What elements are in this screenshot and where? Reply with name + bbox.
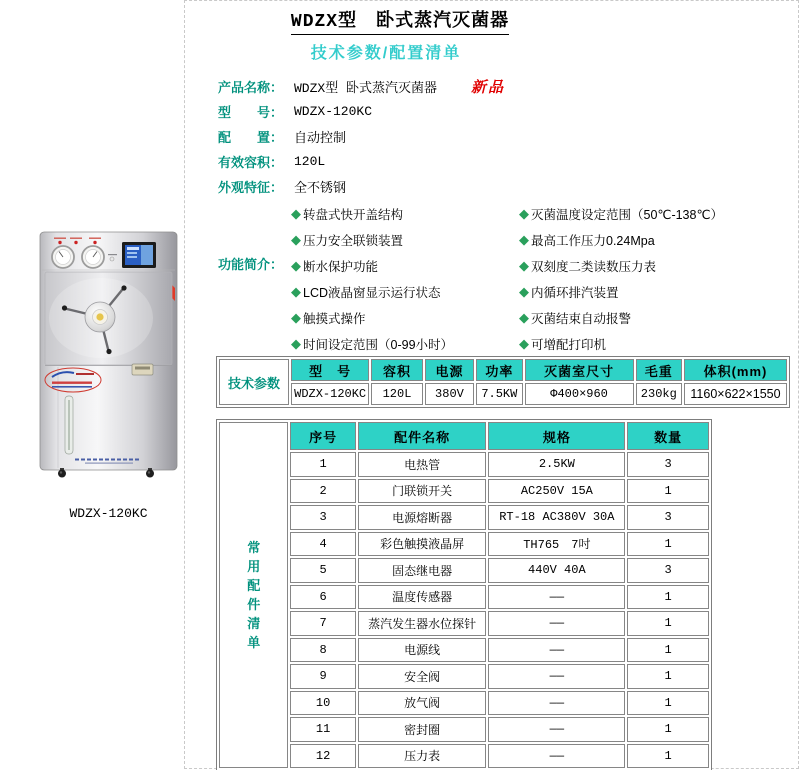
product-info-label: 产品名称： <box>218 80 284 95</box>
parts-cell: 蒸汽发生器水位探针 <box>358 611 487 636</box>
new-product-badge: 新品 <box>471 80 506 96</box>
spec-header-cell: 功率 <box>476 359 522 381</box>
diamond-bullet-icon: ◆ <box>519 206 529 221</box>
parts-row <box>219 505 709 530</box>
spec-value-cell: 120L <box>371 383 422 405</box>
parts-table <box>216 419 712 770</box>
diamond-bullet-icon: ◆ <box>291 232 301 247</box>
product-info-row <box>218 149 505 174</box>
feature-text: 灭菌结束自动报警 <box>531 312 632 326</box>
product-info-value: 全不锈钢 <box>294 181 347 196</box>
feature-text: 触摸式操作 <box>303 312 366 326</box>
sterilizer-illustration <box>36 230 181 478</box>
diamond-bullet-icon: ◆ <box>519 284 529 299</box>
parts-cell: 1 <box>627 532 709 557</box>
parts-cell: TH765 7吋 <box>488 532 625 557</box>
parts-row <box>219 558 709 583</box>
diamond-bullet-icon: ◆ <box>291 206 301 221</box>
parts-header-name: 配件名称 <box>358 422 487 450</box>
parts-header-index: 序号 <box>290 422 355 450</box>
parts-cell: 电热管 <box>358 452 487 477</box>
parts-cell: —— <box>488 585 625 610</box>
parts-cell: 2.5KW <box>488 452 625 477</box>
feature-text: 灭菌温度设定范围（50℃-138℃） <box>531 208 723 222</box>
recorder-slot <box>132 364 153 375</box>
parts-cell: 1 <box>627 585 709 610</box>
parts-cell: RT-18 AC380V 30A <box>488 505 625 530</box>
diamond-bullet-icon: ◆ <box>519 336 529 351</box>
product-model-caption: WDZX-120KC <box>69 506 148 521</box>
feature-item <box>291 279 453 305</box>
product-info-row <box>218 99 505 124</box>
parts-cell: 彩色触摸液晶屏 <box>358 532 487 557</box>
product-info-label: 型 号： <box>218 105 284 120</box>
parts-header-spec: 规格 <box>488 422 625 450</box>
parts-cell: —— <box>488 744 625 769</box>
product-info-value: WDZX-120KC <box>294 104 373 119</box>
features-col-left <box>291 201 453 357</box>
feature-item <box>519 227 723 253</box>
parts-cell: 12 <box>290 744 355 769</box>
parts-cell: 440V 40A <box>488 558 625 583</box>
parts-cell: 电源熔断器 <box>358 505 487 530</box>
lcd-screen <box>122 242 156 268</box>
parts-cell: 4 <box>290 532 355 557</box>
product-photo <box>36 230 181 478</box>
page-subtitle: 技术参数/配置清单 <box>310 45 462 62</box>
spec-table-label: 技术参数 <box>219 359 289 405</box>
parts-row <box>219 691 709 716</box>
diamond-bullet-icon: ◆ <box>519 232 529 247</box>
parts-row <box>219 744 709 769</box>
parts-cell: 1 <box>627 638 709 663</box>
parts-cell: —— <box>488 717 625 742</box>
product-info-value: 自动控制 <box>294 131 347 146</box>
parts-cell: 5 <box>290 558 355 583</box>
feature-text: 转盘式快开盖结构 <box>303 208 404 222</box>
parts-cell: 10 <box>290 691 355 716</box>
parts-label-char: 单 <box>247 635 261 650</box>
feature-text: 内循环排汽装置 <box>531 286 619 300</box>
parts-cell: 1 <box>627 744 709 769</box>
parts-header-row <box>219 422 709 450</box>
parts-cell: 1 <box>627 664 709 689</box>
product-info-label: 配 置： <box>218 130 284 145</box>
parts-cell: 1 <box>627 611 709 636</box>
spec-value-cell: 7.5KW <box>476 383 522 405</box>
feature-item <box>291 201 453 227</box>
product-info-label: 有效容积： <box>218 155 284 170</box>
parts-label-char: 清 <box>247 616 261 631</box>
feature-item <box>519 253 723 279</box>
diamond-bullet-icon: ◆ <box>291 258 301 273</box>
parts-cell: 1 <box>627 717 709 742</box>
parts-cell: 密封圈 <box>358 717 487 742</box>
diamond-bullet-icon: ◆ <box>291 310 301 325</box>
feature-text: 可增配打印机 <box>531 338 607 352</box>
features-label: 功能简介： <box>218 257 284 272</box>
spec-value-cell: 230kg <box>636 383 682 405</box>
feature-item <box>519 279 723 305</box>
parts-row <box>219 479 709 504</box>
features-col-right <box>519 201 723 357</box>
spec-value-cell: 1160×622×1550 <box>684 383 787 405</box>
parts-cell: 3 <box>627 452 709 477</box>
parts-row <box>219 532 709 557</box>
feature-text: LCD液晶窗显示运行状态 <box>303 286 441 300</box>
spec-header-cell: 型 号 <box>291 359 369 381</box>
pressure-gauge-icon <box>52 246 74 268</box>
feature-item <box>519 305 723 331</box>
parts-cell: 门联锁开关 <box>358 479 487 504</box>
parts-header-qty: 数量 <box>627 422 709 450</box>
parts-table-label <box>219 422 288 768</box>
parts-cell: 9 <box>290 664 355 689</box>
parts-cell: 3 <box>290 505 355 530</box>
parts-cell: 1 <box>627 691 709 716</box>
spec-header-row <box>219 359 787 381</box>
feature-text: 压力安全联锁装置 <box>303 234 404 248</box>
parts-row <box>219 717 709 742</box>
parts-cell: 温度传感器 <box>358 585 487 610</box>
feature-text: 最高工作压力0.24Mpa <box>531 234 655 248</box>
parts-cell: 6 <box>290 585 355 610</box>
parts-cell: 压力表 <box>358 744 487 769</box>
parts-row <box>219 611 709 636</box>
spec-value-cell: WDZX-120KC <box>291 383 369 405</box>
feature-item <box>291 331 453 357</box>
spec-header-cell: 体积(mm) <box>684 359 787 381</box>
feature-item <box>519 331 723 357</box>
feature-item <box>519 201 723 227</box>
feature-text: 时间设定范围（0-99小时） <box>303 338 454 352</box>
parts-cell: 7 <box>290 611 355 636</box>
product-info-label: 外观特征： <box>218 180 284 195</box>
parts-label-char: 件 <box>247 597 261 612</box>
parts-cell: 放气阀 <box>358 691 487 716</box>
diamond-bullet-icon: ◆ <box>519 310 529 325</box>
spec-value-cell: Φ400×960 <box>525 383 634 405</box>
parts-row <box>219 585 709 610</box>
parts-cell: —— <box>488 611 625 636</box>
parts-row <box>219 638 709 663</box>
parts-label-char: 用 <box>247 559 261 574</box>
parts-cell: 安全阀 <box>358 664 487 689</box>
parts-row <box>219 452 709 477</box>
parts-cell: —— <box>488 638 625 663</box>
parts-label-char: 配 <box>247 578 261 593</box>
diamond-bullet-icon: ◆ <box>291 336 301 351</box>
feature-item <box>291 253 453 279</box>
spec-value-cell: 380V <box>425 383 474 405</box>
parts-cell: 3 <box>627 505 709 530</box>
parts-cell: 1 <box>627 479 709 504</box>
spec-header-cell: 灭菌室尺寸 <box>525 359 634 381</box>
pressure-gauge-icon <box>82 246 104 268</box>
product-info-value: 120L <box>294 154 326 169</box>
spec-header-cell: 容积 <box>371 359 422 381</box>
product-info-row <box>218 74 505 99</box>
page-title-text: WDZX型 卧式蒸汽灭菌器 <box>291 6 509 35</box>
parts-row <box>219 664 709 689</box>
product-info-value: WDZX型 卧式蒸汽灭菌器 <box>294 81 438 96</box>
parts-label-char: 常 <box>247 540 261 555</box>
parts-cell: —— <box>488 664 625 689</box>
product-info-row <box>218 124 505 149</box>
water-level-gauge <box>65 396 73 454</box>
spec-header-cell: 电源 <box>425 359 474 381</box>
parts-cell: —— <box>488 691 625 716</box>
product-info <box>218 74 505 199</box>
parts-cell: 3 <box>627 558 709 583</box>
parts-cell: 1 <box>290 452 355 477</box>
parts-cell: 2 <box>290 479 355 504</box>
spec-value-row <box>219 383 787 405</box>
diamond-bullet-icon: ◆ <box>291 284 301 299</box>
parts-cell: AC250V 15A <box>488 479 625 504</box>
page-title <box>0 6 800 35</box>
parts-cell: 11 <box>290 717 355 742</box>
parts-cell: 电源线 <box>358 638 487 663</box>
spec-header-cell: 毛重 <box>636 359 682 381</box>
product-info-row <box>218 174 505 199</box>
feature-item <box>291 227 453 253</box>
feature-text: 双刻度二类读数压力表 <box>531 260 657 274</box>
parts-cell: 固态继电器 <box>358 558 487 583</box>
feature-text: 断水保护功能 <box>303 260 379 274</box>
diamond-bullet-icon: ◆ <box>519 258 529 273</box>
spec-table <box>216 356 790 408</box>
parts-cell: 8 <box>290 638 355 663</box>
feature-item <box>291 305 453 331</box>
